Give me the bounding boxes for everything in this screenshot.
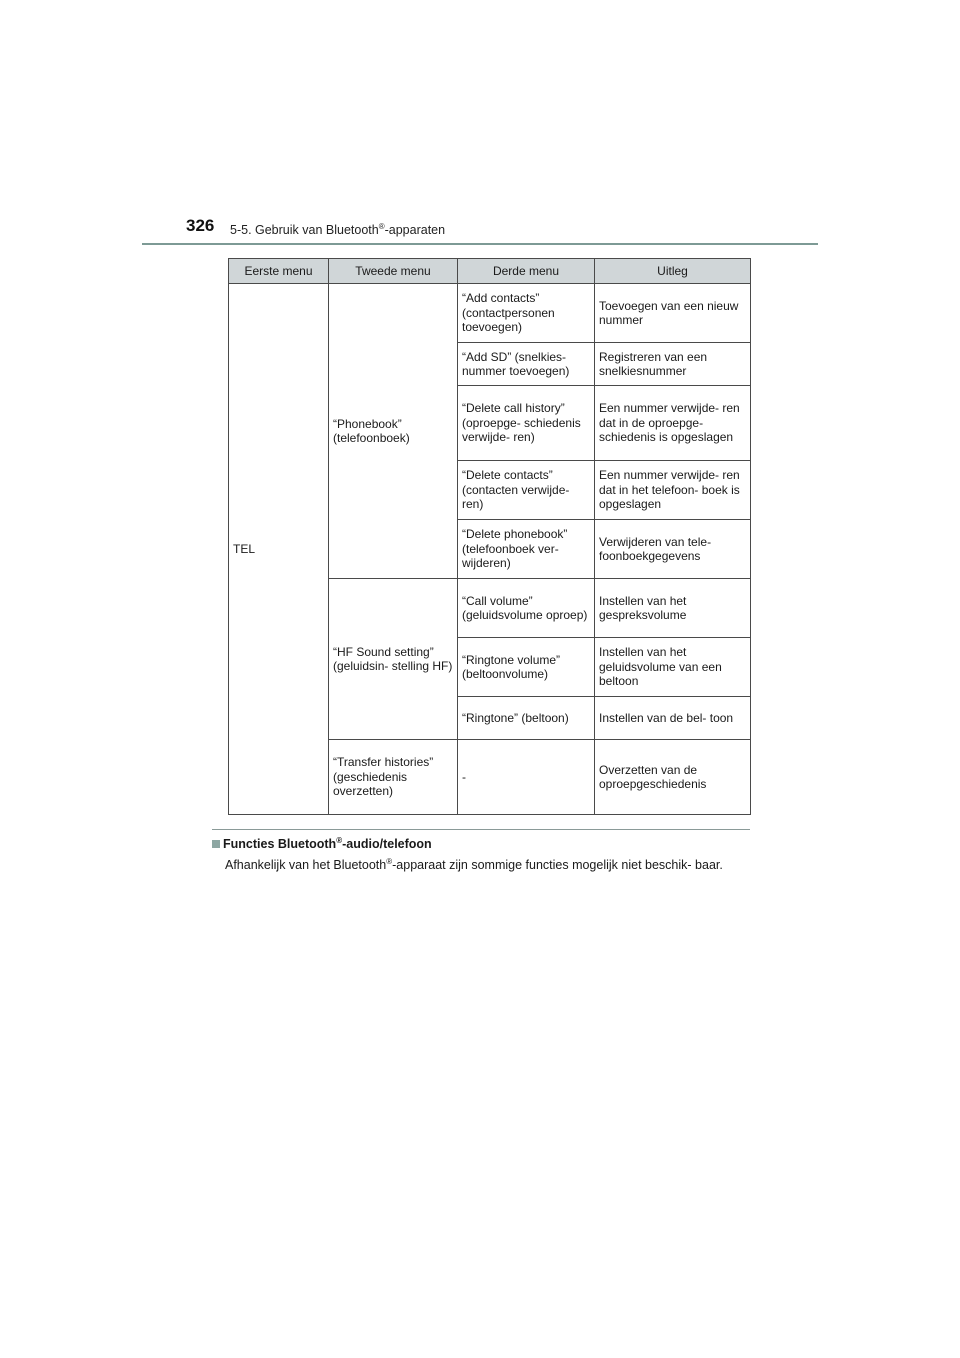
page-header — [0, 0, 960, 250]
explanation-cell: Toevoegen van een nieuw nummer — [595, 284, 751, 343]
explanation-cell: Een nummer verwijde- ren dat in de oproepge- schiedenis is opgeslagen — [595, 386, 751, 461]
column-header: Tweede menu — [329, 259, 458, 284]
square-bullet-icon — [212, 840, 220, 848]
third-menu-cell: “Delete contacts” (contacten verwijde- ren) — [458, 461, 595, 520]
third-menu-cell: “Add SD” (snelkies- nummer toevoegen) — [458, 343, 595, 386]
note-title — [212, 836, 752, 851]
explanation-cell: Registreren van een snelkiesnummer — [595, 343, 751, 386]
third-menu-cell: “Ringtone” (beltoon) — [458, 697, 595, 740]
third-menu-cell: “Delete phonebook” (telefoonboek ver- wijderen) — [458, 520, 595, 579]
registered-mark: ® — [336, 836, 343, 845]
third-menu-cell: “Add contacts” (contactpersonen toevoegen) — [458, 284, 595, 343]
section-title-text: 5-5. Gebruik van Bluetooth — [230, 223, 379, 238]
second-menu-cell: “HF Sound setting” (geluidsin- stelling HF) — [329, 579, 458, 740]
column-header: Derde menu — [458, 259, 595, 284]
column-header: Eerste menu — [229, 259, 329, 284]
explanation-cell: Overzetten van de oproepgeschiedenis — [595, 740, 751, 815]
explanation-cell: Instellen van het gespreksvolume — [595, 579, 751, 638]
page-number: 326 — [186, 216, 215, 235]
third-menu-cell: “Delete call history” (oproepge- schiedenis verwijde- ren) — [458, 386, 595, 461]
first-menu-cell: TEL — [229, 284, 329, 815]
table-row — [229, 284, 751, 343]
note-divider — [212, 829, 750, 830]
registered-mark: ® — [386, 857, 393, 867]
explanation-cell: Verwijderen van tele- foonboekgegevens — [595, 520, 751, 579]
third-menu-cell: “Call volume” (geluidsvolume oproep) — [458, 579, 595, 638]
note-body: Afhankelijk van het Bluetooth®-apparaat zijn sommige functies mogelijk niet beschik- baar. — [225, 857, 723, 873]
second-menu-cell: “Phonebook” (telefoonboek) — [329, 284, 458, 579]
note-block — [212, 836, 752, 873]
section-title-suffix: -apparaten — [384, 223, 446, 238]
explanation-cell: Een nummer verwijde- ren dat in het telefoon- boek is opgeslagen — [595, 461, 751, 520]
second-menu-cell: “Transfer histories” (geschiedenis overzetten) — [329, 740, 458, 815]
explanation-cell: Instellen van het geluidsvolume van een beltoon — [595, 638, 751, 697]
table-header-row — [229, 259, 751, 284]
column-header: Uitleg — [595, 259, 751, 284]
note-title-text: Functies Bluetooth®-audio/telefoon — [223, 836, 432, 852]
section-title — [230, 222, 445, 237]
third-menu-cell: - — [458, 740, 595, 815]
menu-table — [228, 258, 751, 815]
registered-mark: ® — [378, 222, 385, 231]
explanation-cell: Instellen van de bel- toon — [595, 697, 751, 740]
third-menu-cell: “Ringtone volume” (beltoonvolume) — [458, 638, 595, 697]
header-divider — [142, 243, 818, 245]
